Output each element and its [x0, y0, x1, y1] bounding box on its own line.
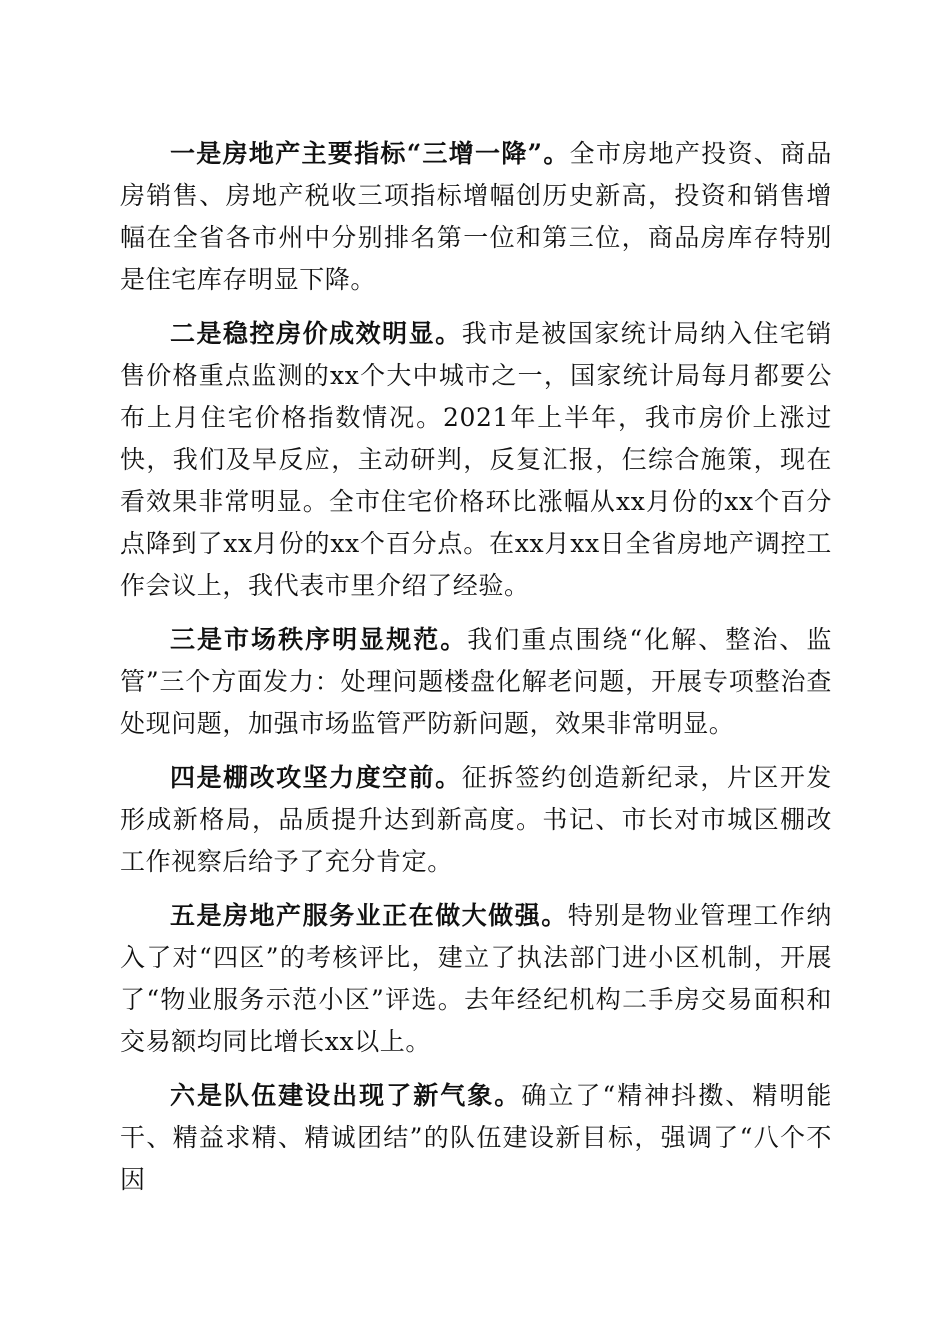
paragraph-4-text: 征拆签约创造新纪录，片区开发形成新格局，品质提升达到新高度。书记、市长对市城区棚改工作视察后给予了充分肯定。	[120, 763, 832, 876]
paragraph-3	[120, 619, 832, 745]
paragraph-5-text: 特别是物业管理工作纳入了对“四区”的考核评比，建立了执法部门进小区机制，开展了“物业服务示范小区”评选。去年经纪机构二手房交易面积和交易额均同比增长xx以上。	[120, 901, 832, 1056]
paragraph-1	[120, 133, 832, 301]
paragraph-2-heading: 二是稳控房价成效明显。	[170, 319, 462, 348]
paragraph-3-heading: 三是市场秩序明显规范。	[170, 625, 468, 654]
paragraph-3-text: 我们重点围绕“化解、整治、监管”三个方面发力：处理问题楼盘化解老问题，开展专项整治查处现问题，加强市场监管严防新问题，效果非常明显。	[120, 625, 832, 738]
paragraph-5	[120, 895, 832, 1063]
paragraph-6-text: 确立了“精神抖擞、精明能干、精益求精、精诚团结”的队伍建设新目标，强调了“八个不因	[120, 1081, 832, 1194]
paragraph-6-heading: 六是队伍建设出现了新气象。	[170, 1081, 522, 1110]
paragraph-2-text: 我市是被国家统计局纳入住宅销售价格重点监测的xx个大中城市之一，国家统计局每月都要公布上月住宅价格指数情况。2021年上半年，我市房价上涨过快，我们及早反应，主动研判，反复汇报，仨综合施策，现在看效果非常明显。全市住宅价格环比涨幅从xx月份的xx个百分点降到了xx月份的xx个百分点。在xx月xx日全省房地产调控工作会议上，我代表市里介绍了经验。	[120, 319, 832, 600]
document-body	[120, 133, 832, 1213]
paragraph-4-heading: 四是棚改攻坚力度空前。	[170, 763, 462, 792]
paragraph-2	[120, 313, 832, 607]
paragraph-1-text: 全市房地产投资、商品房销售、房地产税收三项指标增幅创历史新高，投资和销售增幅在全省各市州中分别排名第一位和第三位，商品房库存特别是住宅库存明显下降。	[120, 139, 832, 294]
paragraph-4	[120, 757, 832, 883]
paragraph-5-heading: 五是房地产服务业正在做大做强。	[170, 901, 568, 930]
paragraph-6	[120, 1075, 832, 1201]
paragraph-1-heading: 一是房地产主要指标“三增一降”。	[170, 139, 570, 168]
